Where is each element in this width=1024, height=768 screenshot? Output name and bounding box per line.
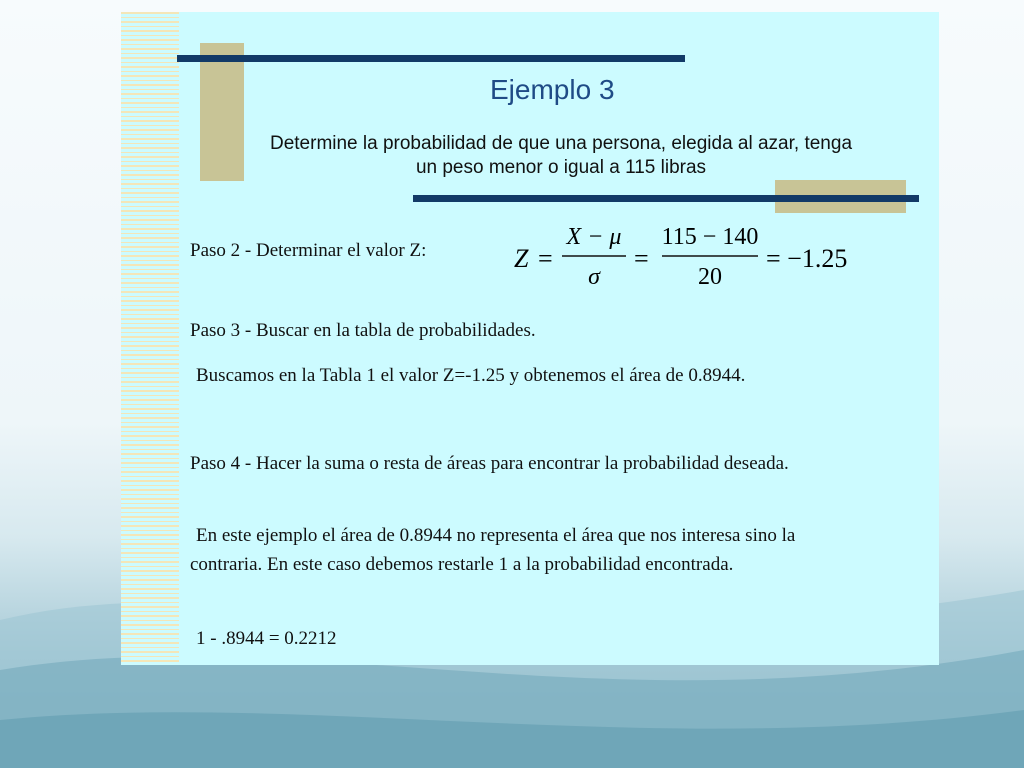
slide-subtitle: Determine la probabilidad de que una persona, elegida al azar, tenga un peso menor o igual a 115 libras (269, 133, 853, 178)
formula-z: Z (514, 244, 529, 273)
formula-numerator-value: 115 − 140 (661, 224, 759, 250)
formula-denominator-symbol: σ (588, 264, 600, 290)
formula-denominator-value: 20 (698, 264, 722, 290)
paso2-label: Paso 2 - Determinar el valor Z: (190, 240, 427, 261)
formula-result: = −1.25 (766, 244, 848, 273)
slide-title: Ejemplo 3 (490, 74, 615, 105)
formula-numerator-symbol: X − μ (566, 224, 622, 250)
paso4-text: Paso 4 - Hacer la suma o resta de áreas para encontrar la probabilidad deseada. (190, 453, 789, 474)
paso3-text: Paso 3 - Buscar en la tabla de probabilidades. (190, 320, 536, 341)
slide (121, 12, 939, 665)
decorative-bar-bottom (413, 195, 919, 202)
paso3-detail: Buscamos en la Tabla 1 el valor Z=-1.25 y obtenemos el área de 0.8944. (196, 365, 746, 386)
formula-eq-2: = (634, 244, 649, 273)
decorative-stripes (121, 12, 179, 665)
decorative-bar-top (177, 55, 685, 62)
result-line: 1 - .8944 = 0.2212 (196, 628, 337, 649)
decorative-tan-block-left (200, 43, 244, 181)
z-score-formula (514, 220, 859, 290)
formula-eq-1: = (538, 244, 553, 273)
paso4-detail: En este ejemplo el área de 0.8944 no representa el área que nos interesa sino la contraria. En este caso debemos restarle 1 a la probabilidad encontrada. (190, 525, 796, 575)
